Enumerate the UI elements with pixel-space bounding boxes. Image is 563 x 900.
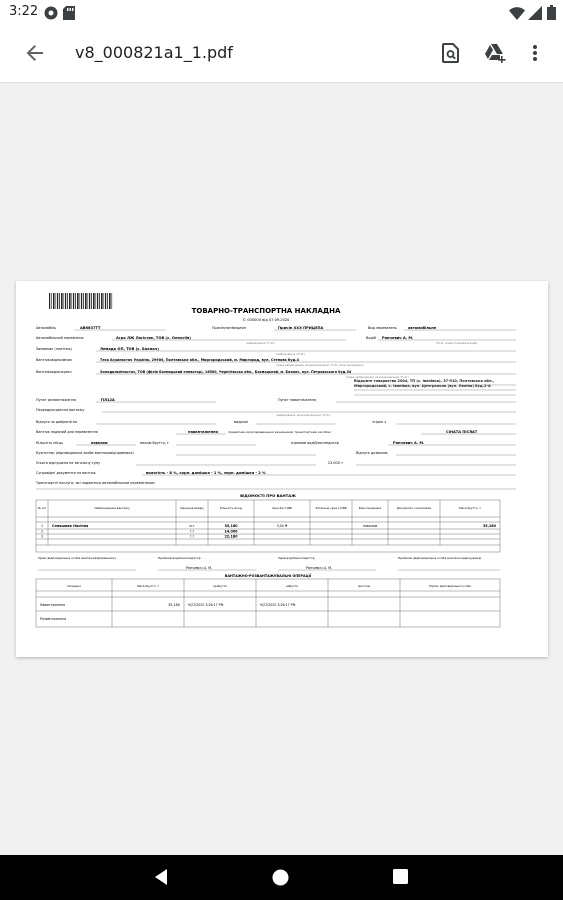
document-title: v8_000821a1_1.pdf — [75, 43, 233, 62]
cargo-title: ВІДОМОСТІ ПРО ВАНТАЖ — [240, 493, 296, 498]
back-arrow-icon[interactable] — [20, 38, 50, 68]
power-attorney-label: Відпуск за довіреністю — [36, 420, 78, 424]
system-nav-bar — [0, 855, 563, 900]
carrier-value: Агро ЛЖ Логістик, ТОВ (с. Олексіїв) — [116, 336, 191, 340]
svg-text:(найменування, місцезнаходженн: (найменування, місцезнаходження / П.І.Б.) — [276, 414, 331, 417]
svg-text:Бухгалтер (відповідальна особа: Бухгалтер (відповідальна особа вантажовідправника) — [36, 451, 134, 455]
cargo-col-4: Ціна без ПДВ — [272, 506, 292, 510]
svg-text:(найменування / П.І.Б.): (найменування / П.І.Б.) — [246, 342, 275, 345]
svg-text:масою брутто, т: масою брутто, т — [140, 441, 169, 445]
forward-label: Переадресування вантажу — [36, 408, 85, 412]
add-to-drive-icon[interactable] — [480, 38, 510, 68]
weight-tons: 23.000 т — [328, 461, 343, 465]
barcode — [49, 293, 112, 309]
cargo-cell: 22,180 — [224, 534, 238, 539]
sd-card-icon — [63, 5, 75, 24]
driver-received: Ранчевич А. М. — [393, 441, 425, 445]
cargo-cell: 14,000 — [224, 529, 238, 534]
table-row — [41, 530, 238, 534]
cargo-cell: 2 — [40, 529, 44, 534]
table-row — [40, 617, 66, 621]
cargo-cell: 3 — [40, 534, 44, 539]
svg-text:(повне найменування, місцезнах: (повне найменування, місцезнаходження / П.І.Б., місце проживання) — [276, 364, 364, 367]
weight-value: навантаження — [188, 430, 218, 434]
car-label: Автомобіль — [36, 326, 57, 330]
back-triangle-icon[interactable] — [153, 868, 169, 890]
svg-text:придатним для перевезення зазн: придатним для перевезення зазначеним транспортним засобом — [228, 430, 331, 434]
consignee-value: Холодильніпостач, ТОВ (філія Бахмацький елеватор), 16500, Чернігівська обл., Бахмацький, м. Бахмач, вул. Петровського буд.34 — [100, 370, 352, 374]
app-bar — [0, 24, 563, 83]
transport-kind: автомобільне — [408, 326, 437, 330]
ops-col-1: Маса брутто, т — [137, 584, 159, 588]
recents-square-icon[interactable] — [393, 869, 408, 888]
ops-col-0: Операція — [67, 584, 81, 588]
doc-heading: ТОВАРНО-ТРАНСПОРТНА НАКЛАДНА — [191, 307, 341, 315]
table-row — [41, 535, 238, 539]
waybill-document — [16, 281, 548, 657]
driver-sign-2: Ранчевич А. М. — [306, 566, 333, 570]
signal-icon — [528, 5, 542, 24]
cargo-col-7: Документи з вантажем — [396, 506, 432, 510]
sum-value: СІНАТА ПІСЯАТ — [446, 430, 478, 434]
ops-col-4: простою — [357, 584, 371, 588]
svg-text:виданої: виданої — [234, 420, 248, 424]
status-time: 3:22 — [9, 4, 39, 19]
sent-label: Усього відпущено на загальну суму — [36, 461, 101, 465]
ops-cell: Розвантаження — [40, 617, 67, 621]
accompany-value: вологість - 8 %, сорн. домішка - 1 %, зерн. домішка - 2 % — [146, 471, 266, 475]
find-in-page-icon[interactable] — [436, 38, 466, 68]
customer-label: Замовник (платник) — [36, 347, 72, 351]
battery-icon — [547, 5, 556, 24]
accompany-label: Супровідні документи на вантаж — [36, 471, 96, 475]
cargo-col-5: Загальна сума з ПДВ — [315, 506, 347, 510]
transport-type: Причіп ХХХ ПРИЦЕПА — [278, 326, 324, 330]
driver-value: Ранчевич А. М. — [382, 336, 414, 340]
load-point-label: Пункт навантаження — [278, 398, 317, 402]
shipper-value: Теза Агропостач Україна, 29900, Полтавська обл., Миргородський, м. Миргород, вул. Степова буд.4 — [100, 358, 299, 362]
cargo-cell: навалом — [362, 524, 378, 528]
svg-text:(найменування / П.І.Б.): (найменування / П.І.Б.) — [276, 353, 305, 356]
cargo-cell: 1 — [40, 524, 44, 528]
svg-text:(П.І.Б., номер посвідчення вод: (П.І.Б., номер посвідчення водія) — [436, 342, 478, 345]
ops-cell: 9/27/2020 3:26:17 PM — [188, 603, 224, 607]
status-bar — [0, 0, 563, 24]
svg-text:Відпуск дозволив: Відпуск дозволив — [356, 451, 388, 455]
ops-title: ВАНТАЖНО-РОЗВАНТАЖУВАЛЬНІ ОПЕРАЦІЇ — [224, 574, 312, 578]
cargo-cell: 35,180 — [224, 524, 238, 528]
load-point-value: Відкрите товариство 2004, ТП (с. Іванівка), 37-510, Полтавська обл., Миргородський, с. Іванівка, вул. Центральна (вул. Леніна) буд.2-А — [354, 379, 495, 388]
cargo-col-2: Одиниця виміру — [180, 506, 204, 510]
ops-col-3: вибуття — [286, 584, 298, 588]
ops-cell: 35,180 — [168, 603, 180, 607]
driver-sign-1: Ранчевич А. М. — [186, 566, 213, 570]
unload-point-label: Пункт розвантаження — [36, 398, 76, 402]
svg-text:згідно з: згідно з — [372, 420, 387, 424]
cargo-col-8: Маса брутто, т — [459, 506, 481, 510]
cargo-col-0: № з/п — [37, 506, 47, 510]
carrier-label: Автомобільний перевізник — [36, 336, 84, 340]
signature-label-3: Прийняв (відповідальна особа вантажоодержувача) — [398, 556, 482, 560]
ops-cell: 9/27/2020 3:26:17 PM — [260, 603, 296, 607]
more-vert-icon[interactable] — [520, 38, 550, 68]
driver-label: Водій — [366, 336, 376, 340]
unload-point-value: ПЛ12А — [101, 398, 115, 402]
transport-type-label: Причіп/напівпричіп — [212, 326, 247, 330]
consignee-label: Вантажоодержувач — [36, 370, 72, 374]
ops-cell: Навантаження — [40, 603, 65, 607]
car-number: АВ6637ТТ — [80, 326, 101, 330]
ops-col-5: Підпис відповідальної особи — [428, 584, 472, 588]
table-row — [41, 524, 497, 528]
pdf-viewer[interactable] — [0, 83, 563, 855]
cargo-cell: 35,180 — [482, 524, 496, 528]
cargo-col-3: Кількість місць — [219, 506, 243, 510]
ops-col-2: прибуття — [213, 584, 227, 588]
home-circle-icon[interactable] — [272, 869, 289, 890]
weight-label: Вантаж наданий для перевезення — [36, 430, 98, 434]
transport-kind-label: Вид перевезень — [368, 326, 397, 330]
cargo-cell: т.т — [189, 529, 195, 534]
svg-text:навалом: навалом — [91, 441, 108, 445]
shipper-label: Вантажовідправник — [36, 358, 73, 362]
cargo-cell: т.т — [189, 534, 195, 539]
cargo-col-6: Вид пакування — [358, 506, 382, 510]
pdf-page[interactable] — [16, 281, 548, 657]
customer-value: Лемадо ОП, ТОВ (с. Бахмач) — [100, 347, 159, 351]
svg-text:отримав водій/експедитор: отримав водій/експедитор — [291, 441, 339, 445]
settings-icon — [44, 5, 58, 24]
transport-services-label: Транспортні послуги, які надаються автомобільним перевізником — [36, 481, 155, 485]
svg-text:(повне найменування, місцезнах: (повне найменування, місцезнаходження / П.І.Б.) — [346, 376, 409, 379]
signature-label-1: Прийняв водій/експедитор — [158, 556, 201, 560]
cargo-cell: Соняшник Насіння — [52, 524, 89, 528]
cargo-col-1: Найменування вантажу — [94, 506, 130, 510]
table-row — [40, 603, 296, 607]
doc-number: © 000000 від 07.09.2020 — [242, 318, 290, 322]
signature-label-0: Здав (відповідальна особа вантажовідправника) — [38, 556, 116, 560]
wifi-icon — [509, 5, 525, 24]
cargo-cell: м.т — [189, 524, 195, 528]
cargo-cell: 0,00 ₴ — [276, 524, 288, 528]
signature-label-2: Здав водій/експедитор — [278, 556, 315, 560]
svg-text:Кількість місць: Кількість місць — [36, 441, 64, 445]
